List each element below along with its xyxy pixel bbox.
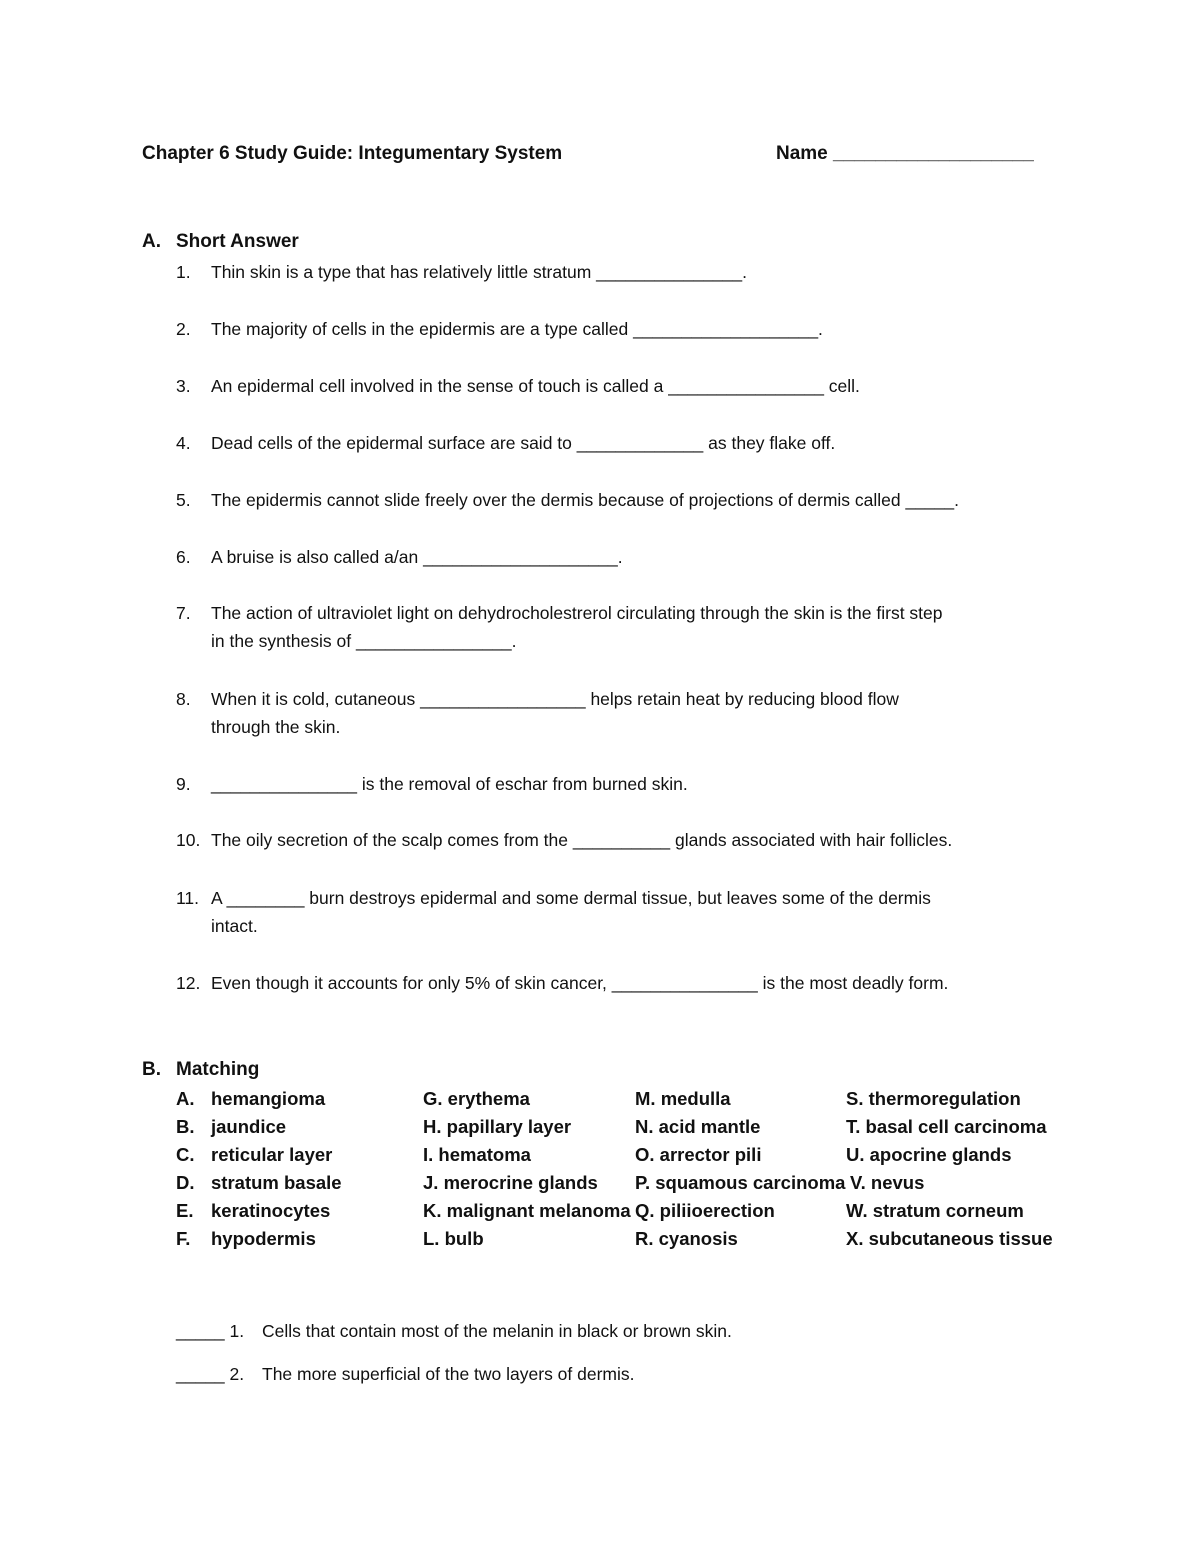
term: K. malignant melanoma <box>423 1200 631 1221</box>
term: hypodermis <box>211 1228 316 1249</box>
term: J. merocrine glands <box>423 1172 598 1193</box>
question-text-continued: intact. <box>211 916 258 936</box>
term: U. apocrine glands <box>846 1144 1012 1165</box>
term-letter: E. <box>176 1200 194 1221</box>
question-number: 8. <box>176 689 191 709</box>
question-text-continued: through the skin. <box>211 717 341 737</box>
section-b-letter: B. <box>142 1059 161 1080</box>
question-text-continued: in the synthesis of ________________. <box>211 631 517 651</box>
term: jaundice <box>211 1116 287 1137</box>
term: W. stratum corneum <box>846 1200 1024 1221</box>
term: V. nevus <box>850 1172 925 1193</box>
term: N. acid mantle <box>635 1116 761 1137</box>
page-title: Chapter 6 Study Guide: Integumentary System <box>142 143 563 164</box>
question-number: 3. <box>176 376 191 396</box>
question-text: The oily secretion of the scalp comes from the __________ glands associated with hair follicles. <box>211 830 953 850</box>
term: I. hematoma <box>423 1144 531 1165</box>
question-text: Even though it accounts for only 5% of skin cancer, _______________ is the most deadly form. <box>211 973 949 993</box>
question-text: The majority of cells in the epidermis are a type called ___________________. <box>211 319 823 339</box>
answer-blank[interactable]: _____ 1. <box>176 1321 245 1341</box>
question-text: The action of ultraviolet light on dehydrocholestrerol circulating through the skin is the first step <box>211 603 943 623</box>
question-text: A bruise is also called a/an ____________________. <box>211 547 623 567</box>
name-field[interactable]: Name ___________________ <box>776 143 1034 164</box>
question-number: 5. <box>176 490 191 510</box>
question-text: An epidermal cell involved in the sense of touch is called a ________________ cell. <box>211 376 860 396</box>
question-number: 4. <box>176 433 191 453</box>
term: G. erythema <box>423 1088 530 1109</box>
term: L. bulb <box>423 1228 484 1249</box>
term-letter: A. <box>176 1088 195 1109</box>
question-number: 1. <box>176 262 191 282</box>
question-number: 9. <box>176 774 191 794</box>
term: stratum basale <box>211 1172 342 1193</box>
question-number: 10. <box>176 830 201 850</box>
term: hemangioma <box>211 1088 326 1109</box>
term: R. cyanosis <box>635 1228 738 1249</box>
question-text: _______________ is the removal of eschar from burned skin. <box>211 774 688 794</box>
answer-blank[interactable]: _____ 2. <box>176 1364 245 1384</box>
question-text: Thin skin is a type that has relatively little stratum _______________. <box>211 262 748 282</box>
term: reticular layer <box>211 1144 333 1165</box>
matching-item-text: The more superficial of the two layers of dermis. <box>262 1364 635 1384</box>
question-number: 11. <box>176 888 200 908</box>
question-number: 2. <box>176 319 191 339</box>
term: keratinocytes <box>211 1200 331 1221</box>
term: M. medulla <box>635 1088 731 1109</box>
term: P. squamous carcinoma <box>635 1172 846 1193</box>
question-text: The epidermis cannot slide freely over the dermis because of projections of dermis called _____. <box>211 490 960 510</box>
term: Q. piliioerection <box>635 1200 775 1221</box>
question-number: 6. <box>176 547 191 567</box>
section-a-title: Short Answer <box>176 231 299 252</box>
question-text: When it is cold, cutaneous _________________ helps retain heat by reducing blood flow <box>211 689 899 709</box>
term-letter: D. <box>176 1172 195 1193</box>
question-number: 7. <box>176 603 191 623</box>
term: S. thermoregulation <box>846 1088 1021 1109</box>
matching-item-text: Cells that contain most of the melanin in black or brown skin. <box>262 1321 732 1341</box>
term-letter: F. <box>176 1228 191 1249</box>
term: T. basal cell carcinoma <box>846 1116 1047 1137</box>
term: H. papillary layer <box>423 1116 572 1137</box>
question-number: 12. <box>176 973 201 993</box>
term-letter: B. <box>176 1116 195 1137</box>
term-letter: C. <box>176 1144 195 1165</box>
question-text: A ________ burn destroys epidermal and some dermal tissue, but leaves some of the dermis <box>211 888 931 908</box>
term: O. arrector pili <box>635 1144 762 1165</box>
section-b-title: Matching <box>176 1059 260 1080</box>
term: X. subcutaneous tissue <box>846 1228 1053 1249</box>
section-a-letter: A. <box>142 231 161 252</box>
question-text: Dead cells of the epidermal surface are said to _____________ as they flake off. <box>211 433 836 453</box>
